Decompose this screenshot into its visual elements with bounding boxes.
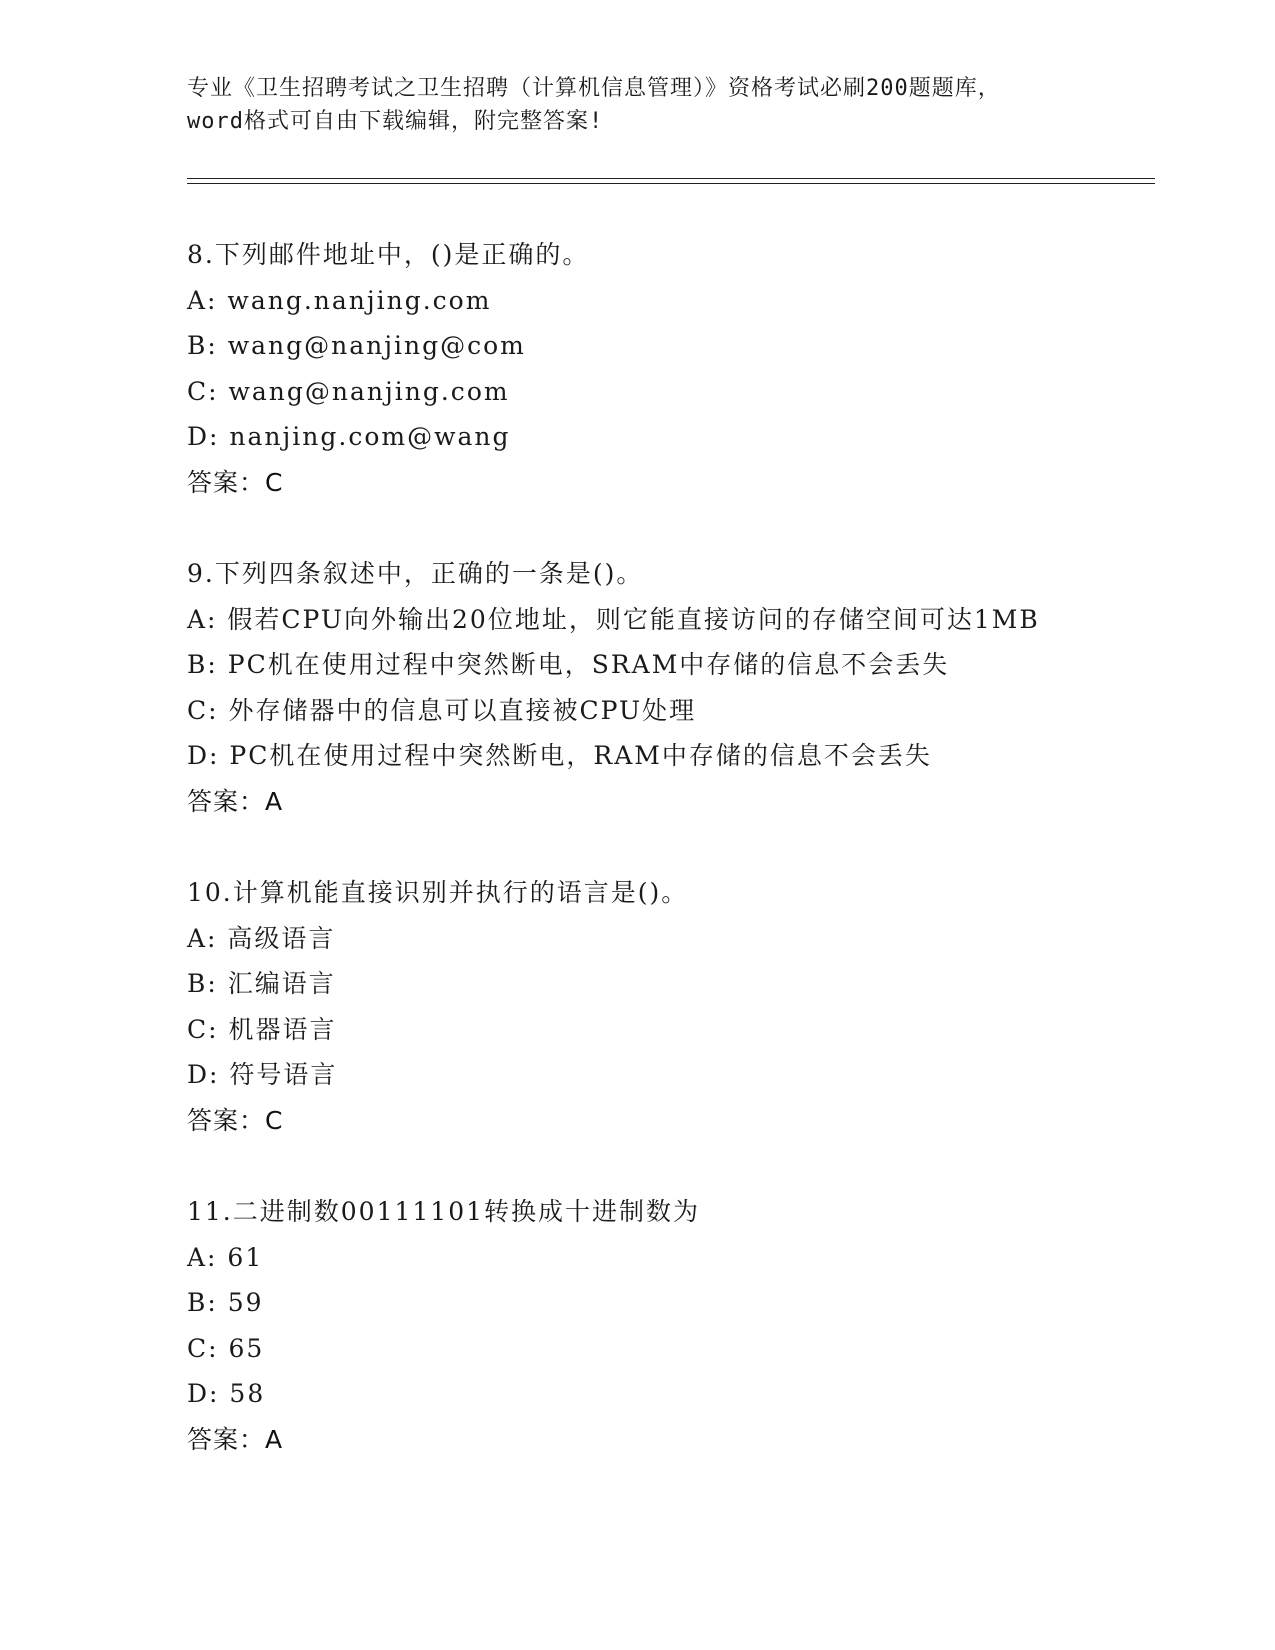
option-d: D: nanjing.com@wang — [187, 422, 511, 451]
answer-line: 答案：A — [187, 1424, 284, 1454]
option-b: B: wang@nanjing@com — [187, 331, 526, 360]
question-8 — [187, 232, 1147, 505]
option-d: D: PC机在使用过程中突然断电，RAM中存储的信息不会丢失 — [187, 741, 932, 770]
answer-line: 答案：C — [187, 467, 284, 497]
answer-line: 答案：C — [187, 1105, 284, 1135]
option-d: D: 58 — [187, 1379, 266, 1408]
document-header — [187, 72, 1087, 138]
option-a: A: 假若CPU向外输出20位地址，则它能直接访问的存储空间可达1MB — [187, 604, 1040, 634]
question-10 — [187, 870, 1147, 1143]
header-line-1: 专业《卫生招聘考试之卫生招聘（计算机信息管理）》资格考试必刷200题题库， — [187, 76, 1001, 101]
question-stem: 10.计算机能直接识别并执行的语言是()。 — [187, 878, 689, 907]
option-a: A: wang.nanjing.com — [187, 285, 492, 315]
question-9 — [187, 551, 1147, 824]
option-b: B: 汇编语言 — [187, 969, 336, 998]
option-b: B: PC机在使用过程中突然断电，SRAM中存储的信息不会丢失 — [187, 650, 950, 679]
question-stem: 9.下列四条叙述中，正确的一条是()。 — [187, 559, 644, 588]
answer-line: 答案：A — [187, 786, 284, 816]
option-b: B: 59 — [187, 1288, 264, 1317]
question-stem: 8.下列邮件地址中，()是正确的。 — [187, 240, 590, 269]
option-c: C: wang@nanjing.com — [187, 376, 510, 406]
option-a: A: 61 — [187, 1242, 264, 1272]
option-d: D: 符号语言 — [187, 1060, 338, 1089]
option-c: C: 机器语言 — [187, 1014, 337, 1044]
question-stem: 11.二进制数00111101转换成十进制数为 — [187, 1197, 701, 1226]
option-a: A: 高级语言 — [187, 923, 336, 953]
question-11 — [187, 1189, 1147, 1462]
header-divider-top — [187, 178, 1155, 179]
header-divider-bottom — [187, 183, 1155, 184]
option-c: C: 外存储器中的信息可以直接被CPU处理 — [187, 695, 697, 725]
option-c: C: 65 — [187, 1333, 265, 1363]
header-line-2: word格式可自由下载编辑，附完整答案! — [187, 109, 604, 134]
